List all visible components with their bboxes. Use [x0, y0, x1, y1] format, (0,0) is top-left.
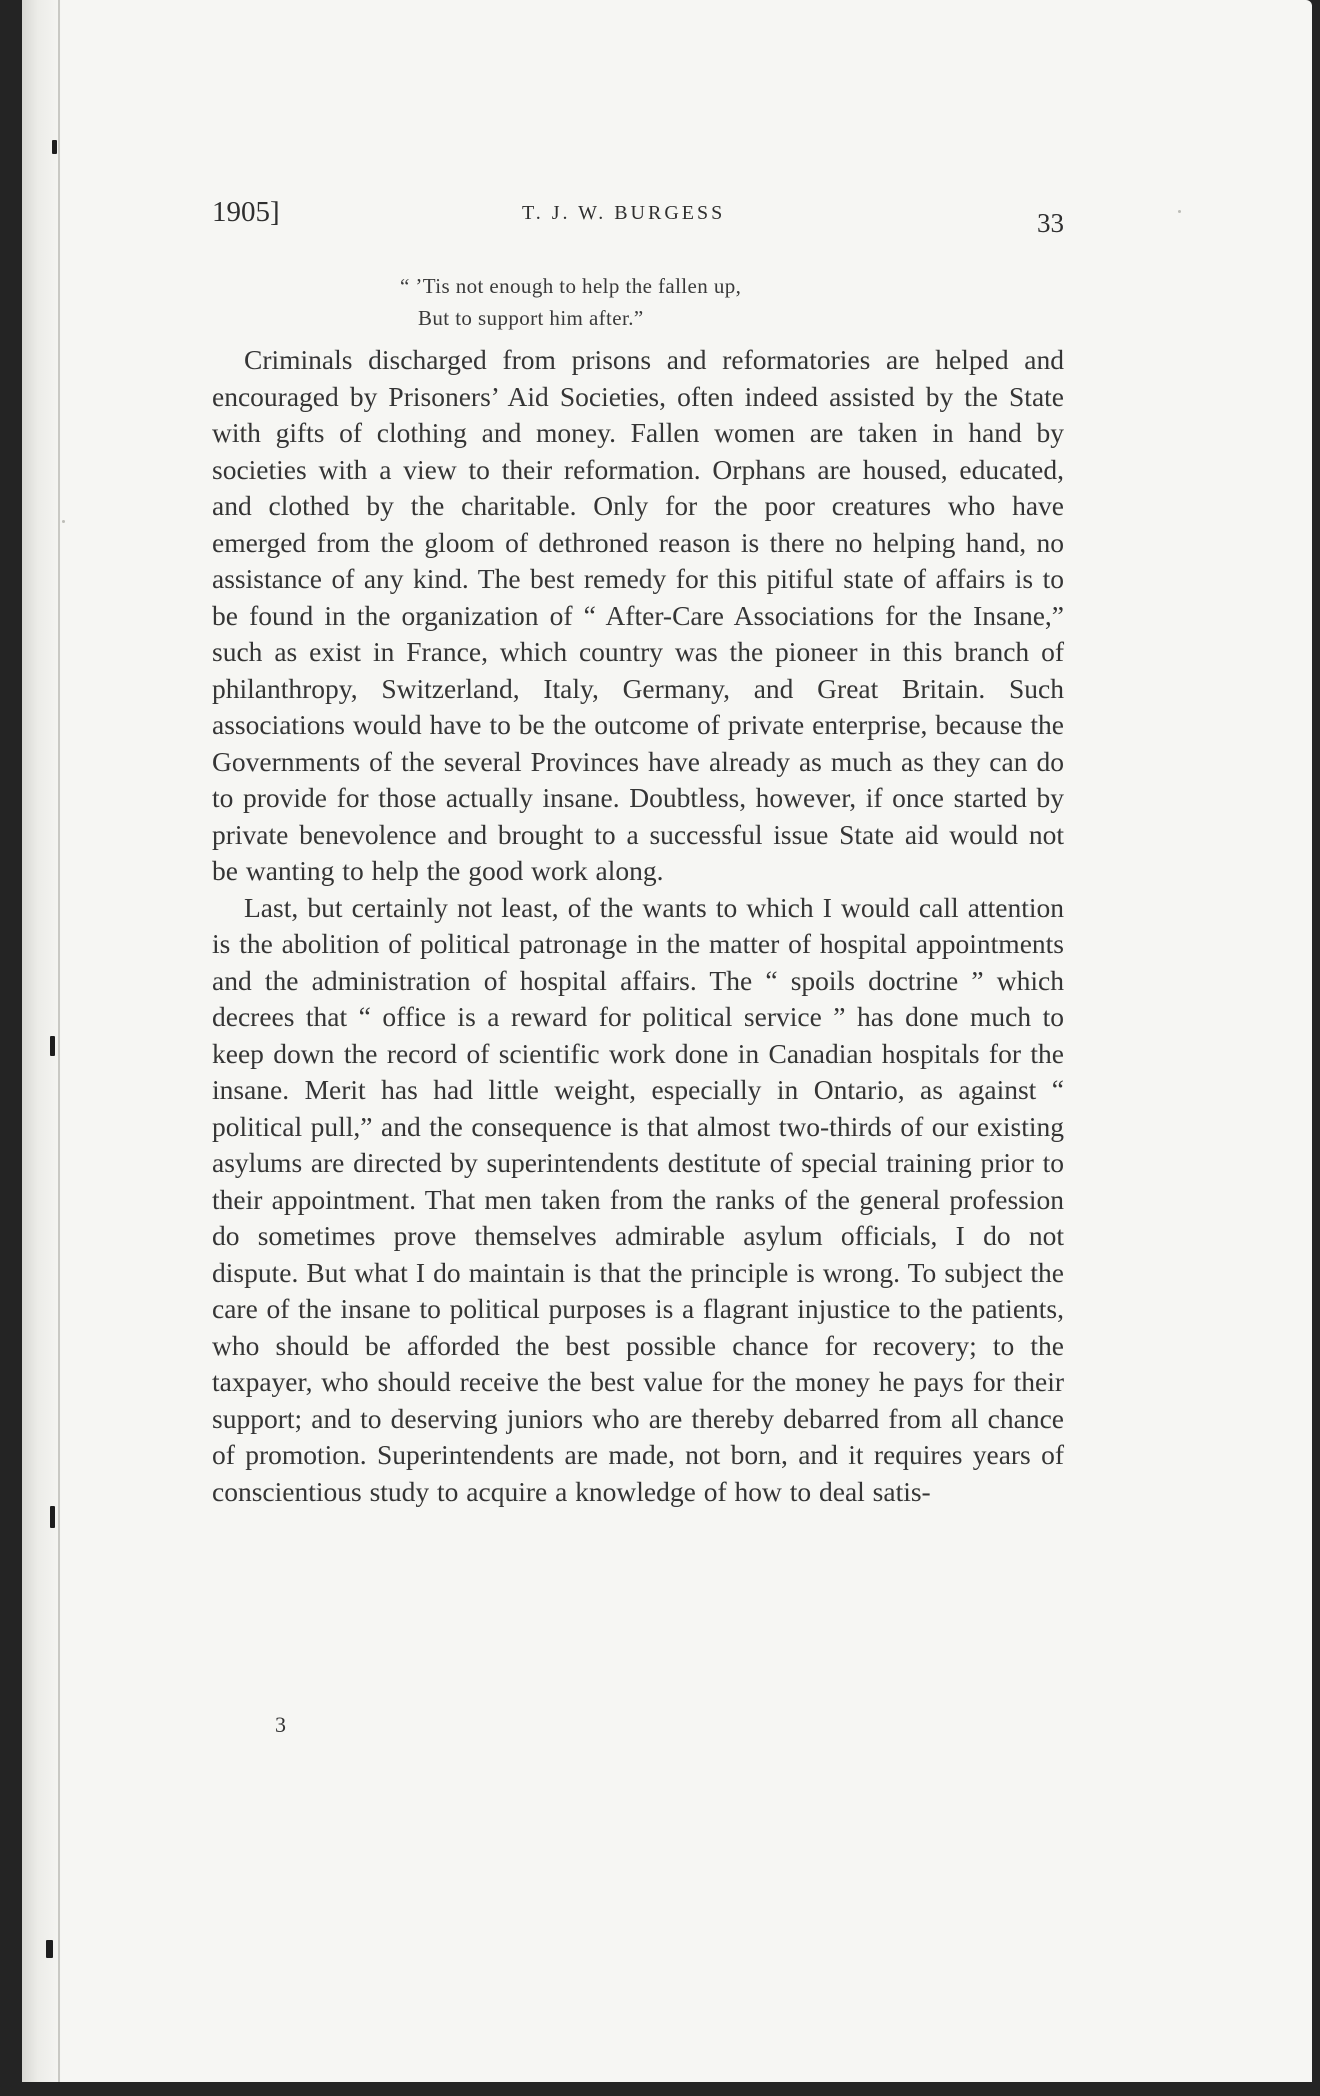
running-head — [212, 196, 1064, 236]
page-speck — [62, 520, 65, 523]
binding-mark — [46, 1940, 53, 1958]
epigraph-line: But to support him after.” — [418, 306, 644, 330]
page-binding-edge — [58, 0, 60, 2082]
epigraph — [400, 270, 741, 334]
binding-mark — [50, 1506, 55, 1528]
page-speck — [1178, 210, 1181, 213]
page-binding-shadow — [22, 0, 62, 2082]
running-head-year: 1905] — [212, 196, 280, 228]
paragraph: Criminals discharged from prisons and reformatories are helped and encouraged by Prisoners’ Aid Societies, often indeed assisted by the State with gifts of clothing and money. Fallen women are taken in hand by societies with a view to their reformation. Orphans are housed, educated, and clothed by the charitable. Only for the poor creatures who have emerged from the gloom of dethroned reason is there no helping hand, no assistance of any kind. The best remedy for this pitiful state of affairs is to be found in the organization of “ After-Care Associations for the Insane,” such as exist in France, which country was the pioneer in this branch of philanthropy, Switzerland, Italy, Germany, and Great Britain. Such associations would have to be the outcome of private enterprise, because the Governments of the several Provinces have already as much as they can do to provide for those actually insane. Doubtless, however, if once started by private benevolence and brought to a successful issue State aid would not be wanting to help the good work along. — [212, 344, 1064, 886]
paragraph: Last, but certainly not least, of the wants to which I would call attention is the abolition of political patronage in the matter of hospital appointments and the administration of hospital affairs. The “ spoils doctrine ” which decrees that “ office is a reward for political service ” has done much to keep down the record of scientific work done in Canadian hospitals for the insane. Merit has had little weight, especially in Ontario, as against “ political pull,” and the consequence is that almost two-thirds of our existing asylums are directed by superintendents destitute of special training prior to their appointment. That men taken from the ranks of the general profession do sometimes prove themselves admirable asylum officials, I do not dispute. But what I do maintain is that the principle is wrong. To subject the care of the insane to political purposes is a flagrant injustice to the patients, who should be afforded the best possible chance for recovery; to the taxpayer, who should receive the best value for the money he pays for their support; and to deserving juniors who are thereby debarred from all chance of promotion. Superintendents are made, not born, and it requires years of conscientious study to acquire a knowledge of how to deal satis- — [212, 891, 1064, 1507]
page-number: 33 — [1037, 208, 1064, 238]
running-head-author: T. J. W. BURGESS — [522, 202, 726, 224]
binding-mark — [52, 140, 57, 154]
signature-mark: 3 — [275, 1712, 286, 1737]
binding-mark — [50, 1036, 55, 1056]
epigraph-line: “ ’Tis not enough to help the fallen up, — [400, 274, 742, 298]
body-text — [212, 342, 1064, 1510]
